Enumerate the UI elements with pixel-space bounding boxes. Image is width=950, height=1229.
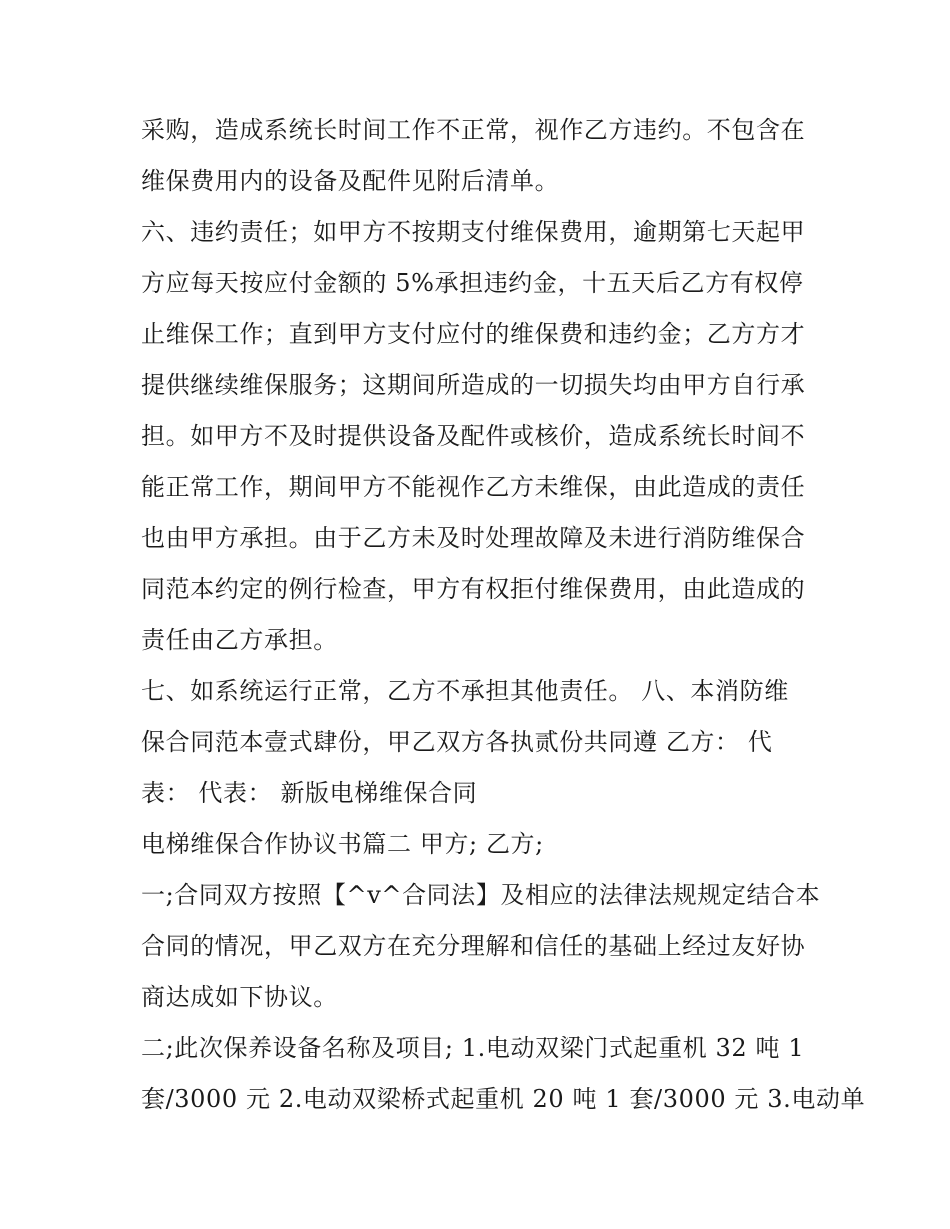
text-line: 止维保工作；直到甲方支付应付的维保费和违约金；乙方方才 (141, 320, 806, 348)
text-line: 也由甲方承担。由于乙方未及时处理故障及未进行消防维保合 (141, 524, 806, 552)
text-line: 合同的情况，甲乙双方在充分理解和信任的基础上经过友好协 (141, 932, 806, 960)
text-line: 一;合同双方按照【^v^合同法】及相应的法律法规规定结合本 (141, 881, 821, 909)
text-line: 担。如甲方不及时提供设备及配件或核价，造成系统长时间不 (141, 422, 806, 450)
text-line: 方应每天按应付金额的 5%承担违约金，十五天后乙方有权停 (141, 269, 804, 297)
text-line: 维保费用内的设备及配件见附后清单。 (141, 167, 560, 195)
text-line: 电梯维保合作协议书篇二 甲方; 乙方; (141, 830, 544, 858)
text-line: 套/3000 元 2.电动双梁桥式起重机 20 吨 1 套/3000 元 3.电动单 (141, 1085, 866, 1113)
text-line: 责任由乙方承担。 (141, 626, 338, 654)
text-line: 保合同范本壹式肆份，甲乙双方各执贰份共同遵 乙方： 代 (141, 728, 773, 756)
text-line: 采购，造成系统长时间工作不正常，视作乙方违约。不包含在 (141, 116, 806, 144)
text-line: 六、违约责任；如甲方不按期支付维保费用，逾期第七天起甲 (141, 218, 806, 246)
text-line: 提供继续维保服务；这期间所造成的一切损失均由甲方自行承 (141, 371, 806, 399)
text-line: 二;此次保养设备名称及项目; 1.电动双梁门式起重机 32 吨 1 (141, 1034, 805, 1062)
text-line: 表： 代表： 新版电梯维保合同 (141, 779, 478, 807)
text-line: 商达成如下协议。 (141, 983, 338, 1011)
text-line: 能正常工作，期间甲方不能视作乙方未维保，由此造成的责任 (141, 473, 806, 501)
text-line: 七、如系统运行正常，乙方不承担其他责任。 八、本消防维 (141, 677, 789, 705)
text-line: 同范本约定的例行检查，甲方有权拒付维保费用，由此造成的 (141, 575, 806, 603)
